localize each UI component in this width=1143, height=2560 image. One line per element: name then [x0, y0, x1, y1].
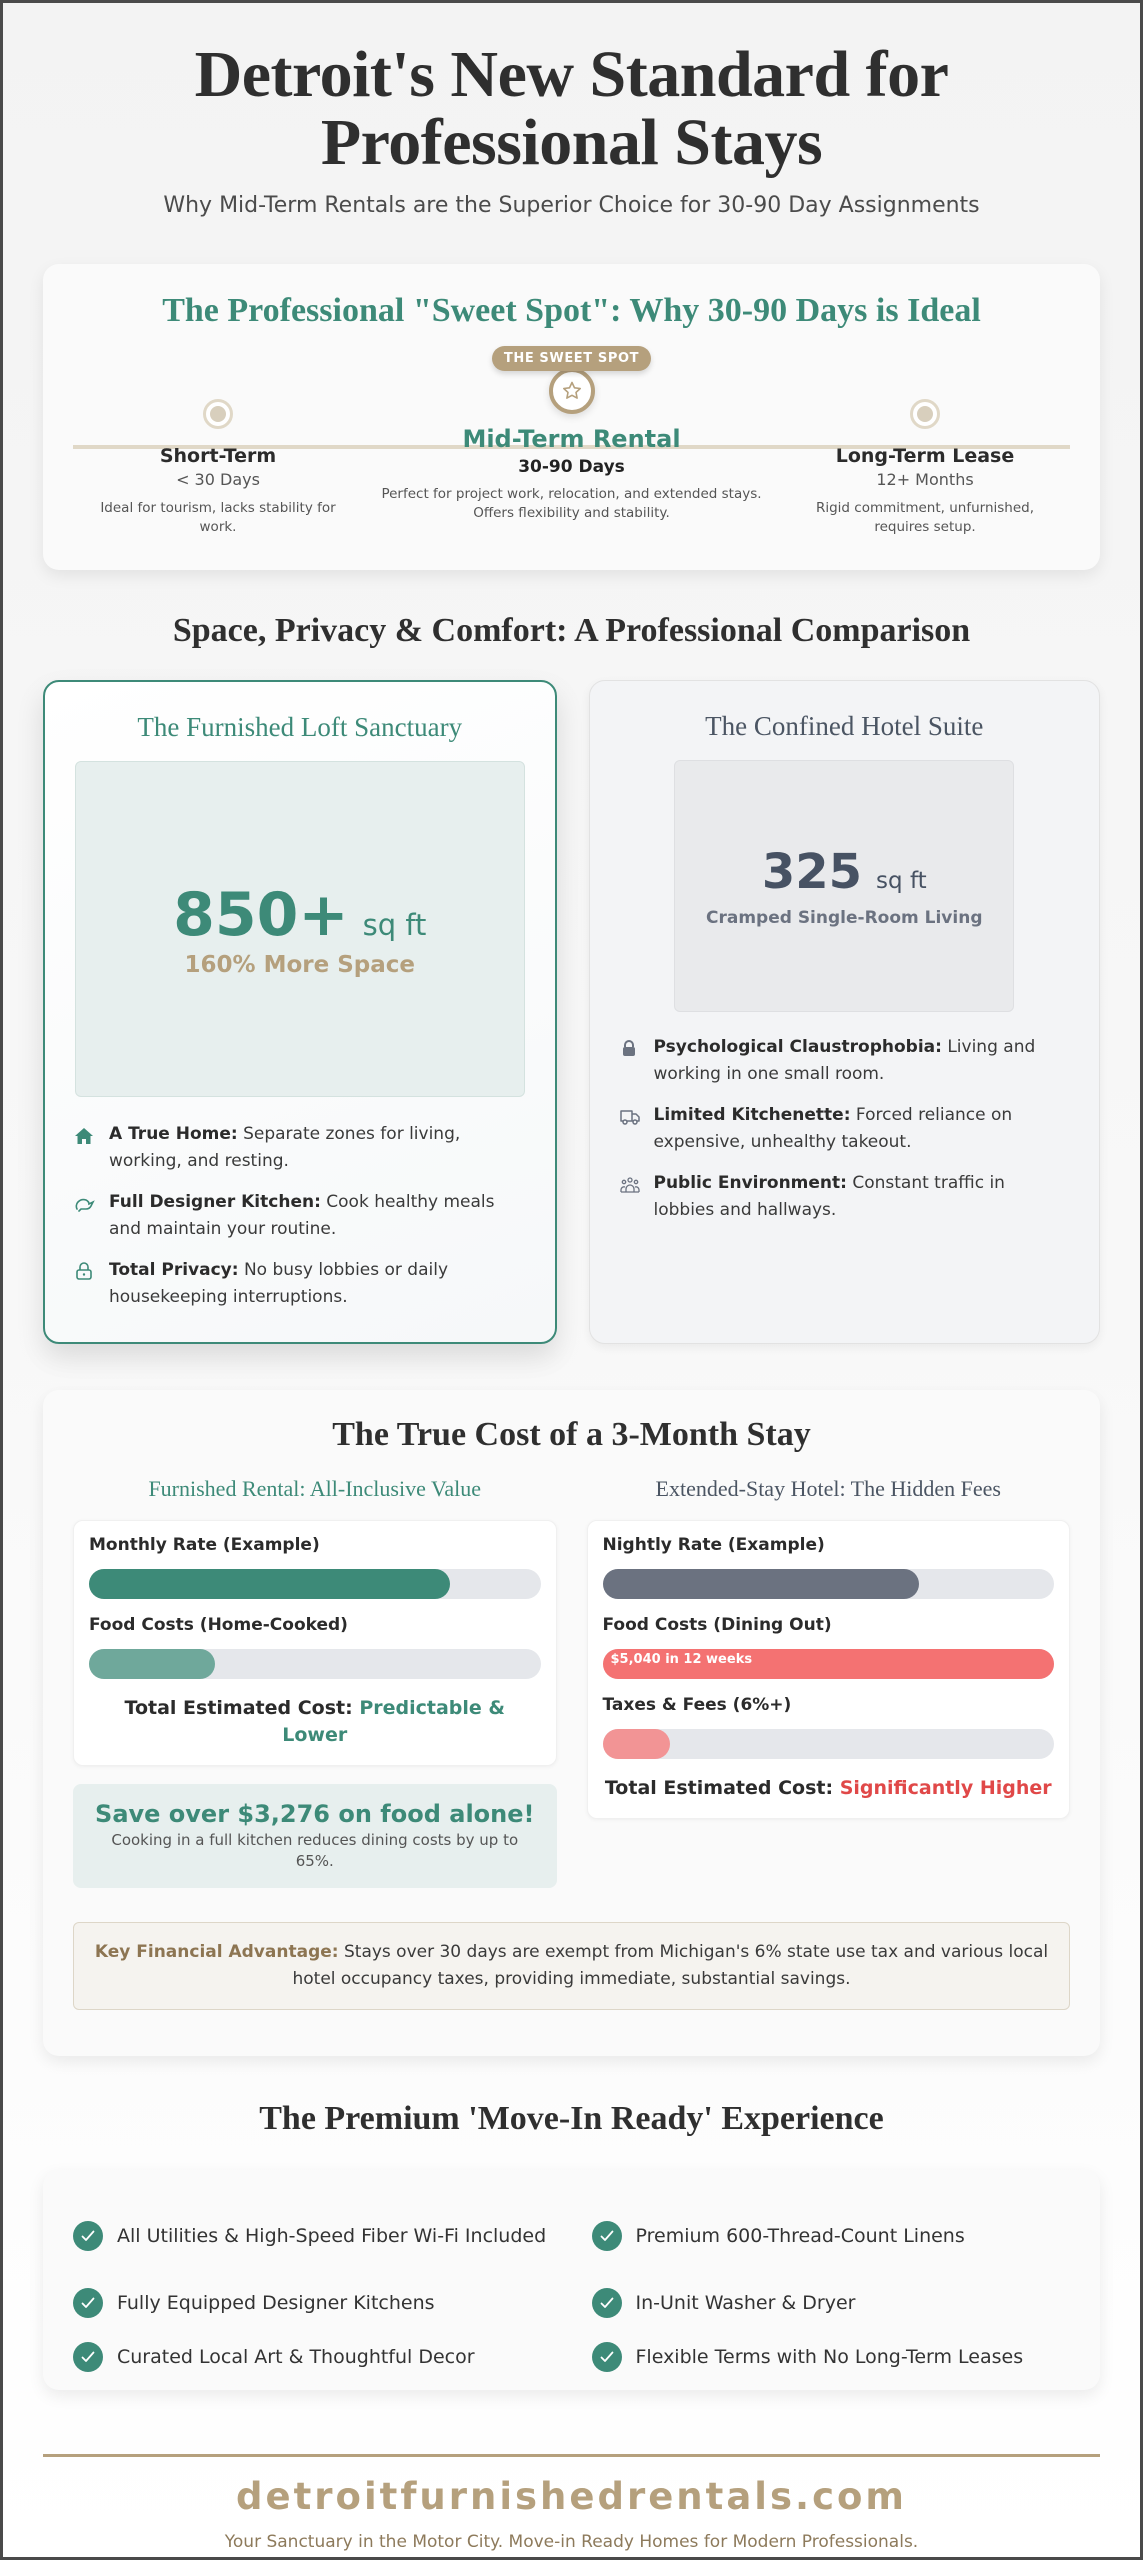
delivery-truck-icon — [620, 1102, 640, 1156]
feature-bold: Public Environment: — [653, 1173, 847, 1193]
hotel-feature-list — [620, 1034, 1070, 1224]
key-financial-advantage — [73, 1922, 1070, 2010]
lock-icon — [620, 1034, 640, 1088]
hotel-total — [603, 1775, 1055, 1802]
bar-fill — [603, 1569, 919, 1599]
chef-hat-icon — [75, 1189, 95, 1243]
stage-range: < 30 Days — [176, 470, 260, 489]
hotel-bars — [587, 1520, 1071, 1819]
hero — [43, 3, 1100, 218]
amenity-item — [73, 2196, 552, 2276]
rental-bars — [73, 1520, 557, 1766]
total-value: Significantly Higher — [839, 1777, 1052, 1799]
hotel-size-unit: sq ft — [876, 868, 927, 894]
sweet-spot-badge: THE SWEET SPOT — [492, 346, 651, 371]
check-circle-icon — [592, 2342, 622, 2372]
amenity-label: Flexible Terms with No Long-Term Leases — [635, 2345, 1024, 2368]
rental-cost-title: Furnished Rental: All-Inclusive Value — [148, 1476, 482, 1501]
check-circle-icon — [73, 2342, 103, 2372]
bar-fill — [89, 1569, 450, 1599]
stage-mid-term — [372, 346, 772, 523]
list-item — [620, 1034, 1070, 1088]
footer-domain-link[interactable]: detroitfurnishedrentals.com — [236, 2475, 907, 2518]
hotel-cost-column — [587, 1476, 1071, 1888]
amenity-label: In-Unit Washer & Dryer — [635, 2291, 856, 2314]
bar-track — [603, 1729, 1055, 1759]
check-circle-icon — [592, 2288, 622, 2318]
bar-track — [603, 1569, 1055, 1599]
crowd-icon — [620, 1170, 640, 1224]
bar-fill: $5,040 in 12 weeks — [603, 1649, 1055, 1679]
bar-fill — [603, 1729, 671, 1759]
list-item — [620, 1170, 1070, 1224]
hotel-space-box — [674, 760, 1014, 1012]
amenity-label: Curated Local Art & Thoughtful Decor — [117, 2345, 475, 2368]
loft-title: The Furnished Loft Sanctuary — [137, 712, 463, 742]
page — [3, 3, 1140, 2557]
comparison-title: Space, Privacy & Comfort: A Professional Comparison — [172, 612, 971, 649]
stage-long-term — [800, 399, 1050, 537]
premium-card — [43, 2170, 1100, 2390]
star-icon — [549, 368, 595, 414]
stage-range: 12+ Months — [876, 470, 974, 489]
comparison-section — [43, 680, 1100, 1344]
stage-range: 30-90 Days — [518, 457, 625, 477]
bar-track — [89, 1569, 541, 1599]
bar-track — [603, 1649, 1055, 1679]
stage-name: Long-Term Lease — [835, 445, 1015, 467]
bar-label: Food Costs (Dining Out) — [602, 1615, 832, 1635]
cost-card — [43, 1390, 1100, 2056]
check-circle-icon — [73, 2288, 103, 2318]
list-item — [75, 1257, 525, 1311]
key-advantage-text: Stays over 30 days are exempt from Michigan's 6% state use tax and various local hotel occupancy taxes, providing immediate, substantial savings. — [292, 1942, 1049, 1989]
list-item — [620, 1102, 1070, 1156]
page-title: Detroit's New Standard for Professional Stays — [194, 38, 949, 179]
bar-label: Taxes & Fees (6%+) — [602, 1695, 792, 1715]
premium-title: The Premium 'Move-In Ready' Experience — [259, 2100, 884, 2137]
timeline-dot-icon — [203, 399, 233, 429]
rental-total — [89, 1695, 541, 1749]
amenity-label: Fully Equipped Designer Kitchens — [117, 2291, 435, 2314]
total-label: Total Estimated Cost: — [124, 1697, 360, 1719]
hotel-title: The Confined Hotel Suite — [705, 711, 984, 741]
savings-callout — [73, 1784, 557, 1888]
feature-text: Forced reliance on expensive, unhealthy takeout. — [653, 1105, 1013, 1152]
loft-size: 850+ — [173, 880, 349, 950]
hotel-cost-title: Extended-Stay Hotel: The Hidden Fees — [655, 1476, 1001, 1501]
stage-short-term — [93, 399, 343, 537]
stage-desc: Ideal for tourism, lacks stability for work. — [100, 500, 336, 535]
list-item — [75, 1121, 525, 1175]
feature-text: Cook healthy meals and maintain your routine. — [109, 1192, 495, 1239]
bar-fill — [89, 1649, 215, 1679]
loft-feature-list — [75, 1121, 525, 1311]
total-label: Total Estimated Cost: — [604, 1777, 840, 1799]
total-value: Predictable & Lower — [282, 1697, 505, 1746]
list-item — [75, 1189, 525, 1243]
feature-text: Constant traffic in lobbies and hallways. — [653, 1173, 1005, 1220]
feature-bold: Total Privacy: — [109, 1260, 239, 1280]
bar-label: Food Costs (Home-Cooked) — [89, 1615, 348, 1635]
amenity-item — [592, 2330, 1071, 2384]
bar-label: Nightly Rate (Example) — [602, 1535, 825, 1555]
hotel-size: 325 — [761, 844, 863, 900]
loft-size-unit: sq ft — [362, 908, 427, 942]
amenity-item — [592, 2196, 1071, 2276]
amenity-grid — [73, 2196, 1070, 2384]
page-subtitle: Why Mid-Term Rentals are the Superior Choice for 30-90 Day Assignments — [163, 193, 980, 218]
amenity-item — [73, 2330, 552, 2384]
stage-name: Mid-Term Rental — [462, 425, 681, 453]
feature-bold: Limited Kitchenette: — [653, 1105, 851, 1125]
feature-bold: Full Designer Kitchen: — [109, 1192, 321, 1212]
check-circle-icon — [592, 2221, 622, 2251]
sweet-spot-title: The Professional "Sweet Spot": Why 30-90 Days is Ideal — [162, 292, 981, 329]
feature-text: Separate zones for living, working, and resting. — [109, 1124, 461, 1171]
feature-text: No busy lobbies or daily housekeeping interruptions. — [109, 1260, 449, 1307]
stage-desc: Rigid commitment, unfurnished, requires setup. — [815, 500, 1035, 535]
savings-detail: Cooking in a full kitchen reduces dining costs by up to 65%. — [111, 1831, 519, 1870]
cost-grid — [73, 1476, 1070, 1888]
timeline-dot-icon — [910, 399, 940, 429]
lock-open-icon — [75, 1257, 95, 1311]
sweet-spot-card — [43, 264, 1100, 570]
check-circle-icon — [73, 2221, 103, 2251]
stage-desc: Perfect for project work, relocation, and extended stays. Offers flexibility and stability. — [381, 486, 762, 521]
loft-card — [43, 680, 557, 1344]
hotel-card — [589, 680, 1101, 1344]
amenity-label: Premium 600-Thread-Count Linens — [635, 2224, 965, 2247]
hotel-space-note: Cramped Single-Room Living — [705, 908, 983, 928]
feature-bold: A True Home: — [109, 1124, 238, 1144]
footer-tagline: Your Sanctuary in the Motor City. Move-in Ready Homes for Modern Professionals. — [224, 2532, 919, 2552]
savings-headline: Save over $3,276 on food alone! — [95, 1800, 535, 1828]
feature-bold: Psychological Claustrophobia: — [653, 1037, 942, 1057]
stage-name: Short-Term — [159, 445, 277, 467]
amenity-label: All Utilities & High-Speed Fiber Wi-Fi Included — [117, 2224, 547, 2247]
home-icon — [75, 1121, 95, 1175]
key-advantage-label: Key Financial Advantage: — [94, 1942, 339, 1962]
bar-track — [89, 1649, 541, 1679]
cost-title: The True Cost of a 3-Month Stay — [332, 1416, 811, 1453]
loft-space-note: 160% More Space — [184, 952, 415, 978]
feature-text: Living and working in one small room. — [653, 1037, 1036, 1084]
rental-cost-column — [73, 1476, 557, 1888]
bar-label: Monthly Rate (Example) — [89, 1535, 320, 1555]
footer — [43, 2454, 1100, 2552]
amenity-item — [592, 2276, 1071, 2330]
amenity-item — [73, 2276, 552, 2330]
loft-space-box — [75, 761, 525, 1097]
